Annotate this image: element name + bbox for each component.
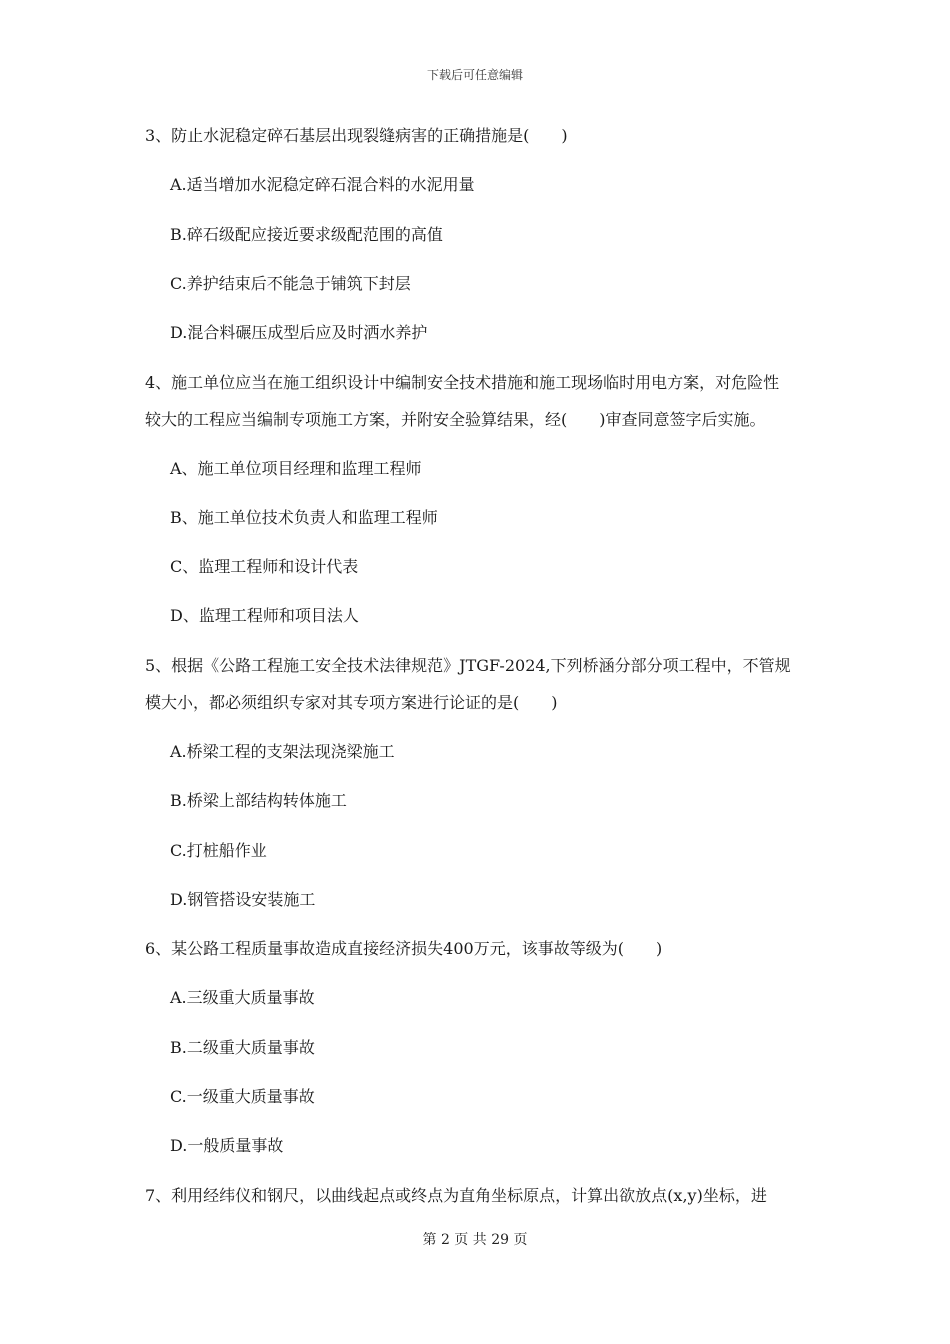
question-6-option-a: A.三级重大质量事故 xyxy=(170,988,315,1007)
question-5-stem-line-2: 模大小，都必须组织专家对其专项方案进行论证的是( ) xyxy=(145,693,558,712)
question-3-stem: 3、防止水泥稳定碎石基层出现裂缝病害的正确措施是( ) xyxy=(145,126,568,145)
question-3-option-a: A.适当增加水泥稳定碎石混合料的水泥用量 xyxy=(170,175,475,194)
question-7-stem-line-1: 7、利用经纬仪和钢尺，以曲线起点或终点为直角坐标原点，计算出欲放点(x,y)坐标，进 xyxy=(145,1186,767,1205)
question-5-option-b: B.桥梁上部结构转体施工 xyxy=(170,791,347,810)
question-4-option-a: A、施工单位项目经理和监理工程师 xyxy=(170,459,422,478)
page-footer: 第 2 页 共 29 页 xyxy=(422,1232,528,1248)
question-3-option-d: D.混合料碾压成型后应及时洒水养护 xyxy=(170,323,428,342)
question-5-option-a: A.桥梁工程的支架法现浇梁施工 xyxy=(170,742,395,761)
question-5-stem-line-1: 5、根据《公路工程施工安全技术法律规范》JTGF-2024,下列桥涵分部分项工程中，不管规 xyxy=(145,656,791,675)
question-4-option-b: B、施工单位技术负责人和监理工程师 xyxy=(170,508,438,527)
question-5-option-c: C.打桩船作业 xyxy=(170,841,267,860)
question-6-option-d: D.一般质量事故 xyxy=(170,1136,284,1155)
question-6-option-c: C.一级重大质量事故 xyxy=(170,1087,315,1106)
question-5-option-d: D.钢管搭设安装施工 xyxy=(170,890,316,909)
question-6-option-b: B.二级重大质量事故 xyxy=(170,1038,315,1057)
question-4-option-d: D、监理工程师和项目法人 xyxy=(170,606,359,625)
question-6-stem: 6、某公路工程质量事故造成直接经济损失400万元，该事故等级为( ) xyxy=(145,939,663,958)
question-4-stem-line-1: 4、施工单位应当在施工组织设计中编制安全技术措施和施工现场临时用电方案，对危险性 xyxy=(145,373,780,392)
question-3-option-b: B.碎石级配应接近要求级配范围的高值 xyxy=(170,225,443,244)
question-4-stem-line-2: 较大的工程应当编制专项施工方案，并附安全验算结果，经( )审查同意签字后实施。 xyxy=(145,410,766,429)
question-3-option-c: C.养护结束后不能急于铺筑下封层 xyxy=(170,274,411,293)
question-4-option-c: C、监理工程师和设计代表 xyxy=(170,557,359,576)
page-header: 下载后可任意编辑 xyxy=(426,68,523,82)
